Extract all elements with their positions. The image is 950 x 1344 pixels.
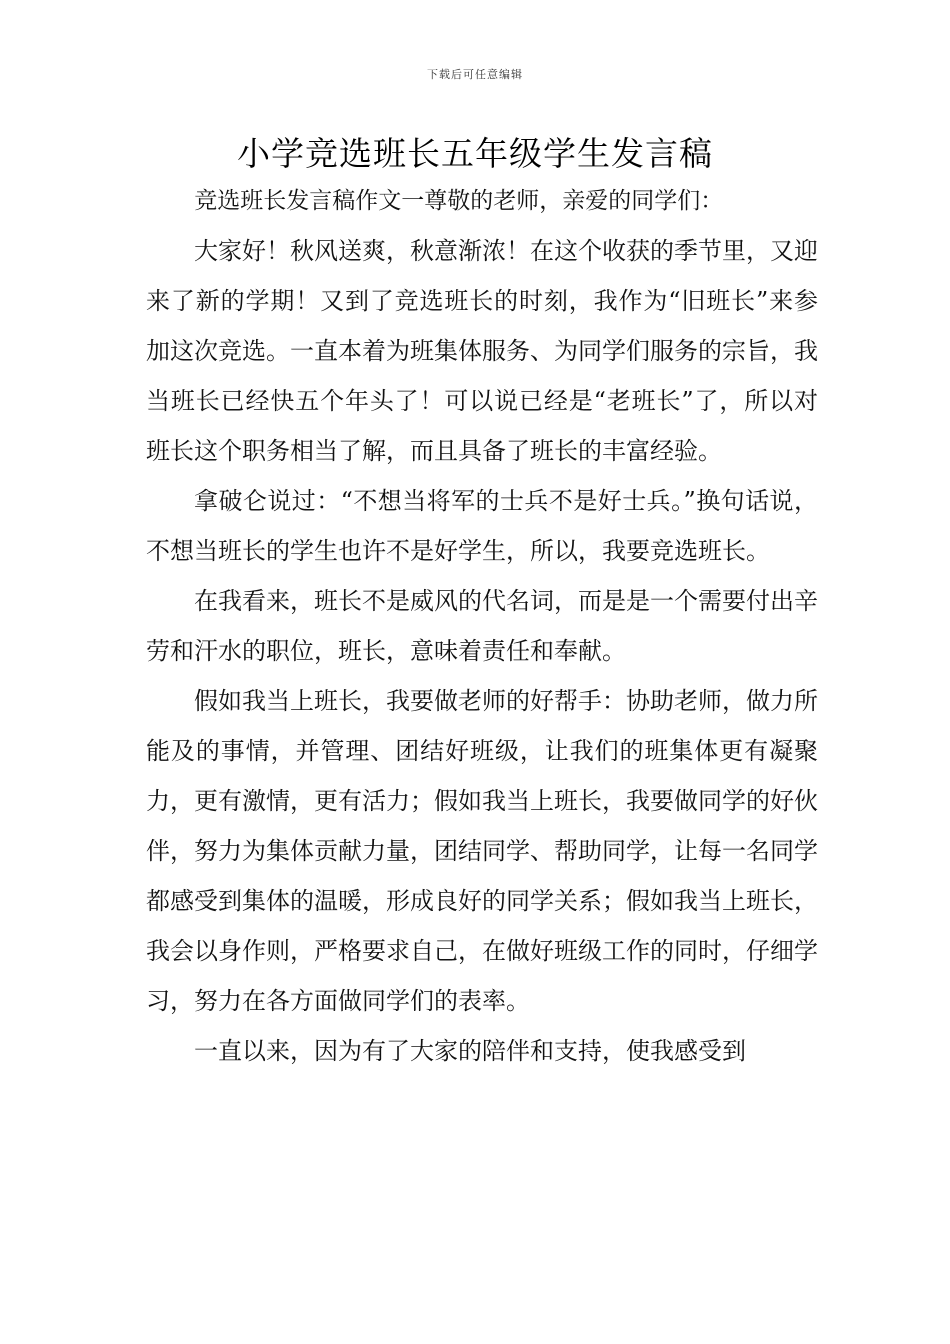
page-title: 小学竞选班长五年级学生发言稿 bbox=[237, 134, 713, 173]
paragraph-4: 假如我当上班长，我要做老师的好帮手：协助老师，做力所能及的事情，并管理、团结好班级，让我们的班集体更有凝聚力，更有激情，更有活力；假如我当上班长，我要做同学的好伙伴，努力为集体贡献力量，团结同学、帮助同学，让每一名同学都感受到集体的温暖，形成良好的同学关系；假如我当上班长，我会以身作则，严格要求自己，在做好班级工作的同时，仔细学习，努力在各方面做同学们的表率。 bbox=[146, 687, 818, 1015]
paragraph-1: 大家好！秋风送爽，秋意渐浓！在这个收获的季节里，又迎来了新的学期！又到了竞选班长的时刻，我作为“旧班长”来参加这次竞选。一直本着为班集体服务、为同学们服务的宗旨，我当班长已经快五个年头了！可以说已经是“老班长”了，所以对班长这个职务相当了解，而且具备了班长的丰富经验。 bbox=[146, 237, 818, 465]
paragraph-5: 一直以来，因为有了大家的陪伴和支持，使我感受到 bbox=[194, 1037, 746, 1065]
document-body bbox=[146, 176, 818, 1076]
header-note: 下载后可任意编辑 bbox=[427, 68, 523, 81]
paragraph-2: 拿破仑说过：“不想当将军的士兵不是好士兵。”换句话说，不想当班长的学生也许不是好学生，所以，我要竞选班长。 bbox=[146, 487, 818, 565]
paragraph-greeting: 竞选班长发言稿作文一尊敬的老师，亲爱的同学们： bbox=[194, 188, 724, 214]
paragraph-3: 在我看来，班长不是威风的代名词，而是是一个需要付出辛劳和汗水的职位，班长，意味着责任和奉献。 bbox=[146, 587, 818, 665]
